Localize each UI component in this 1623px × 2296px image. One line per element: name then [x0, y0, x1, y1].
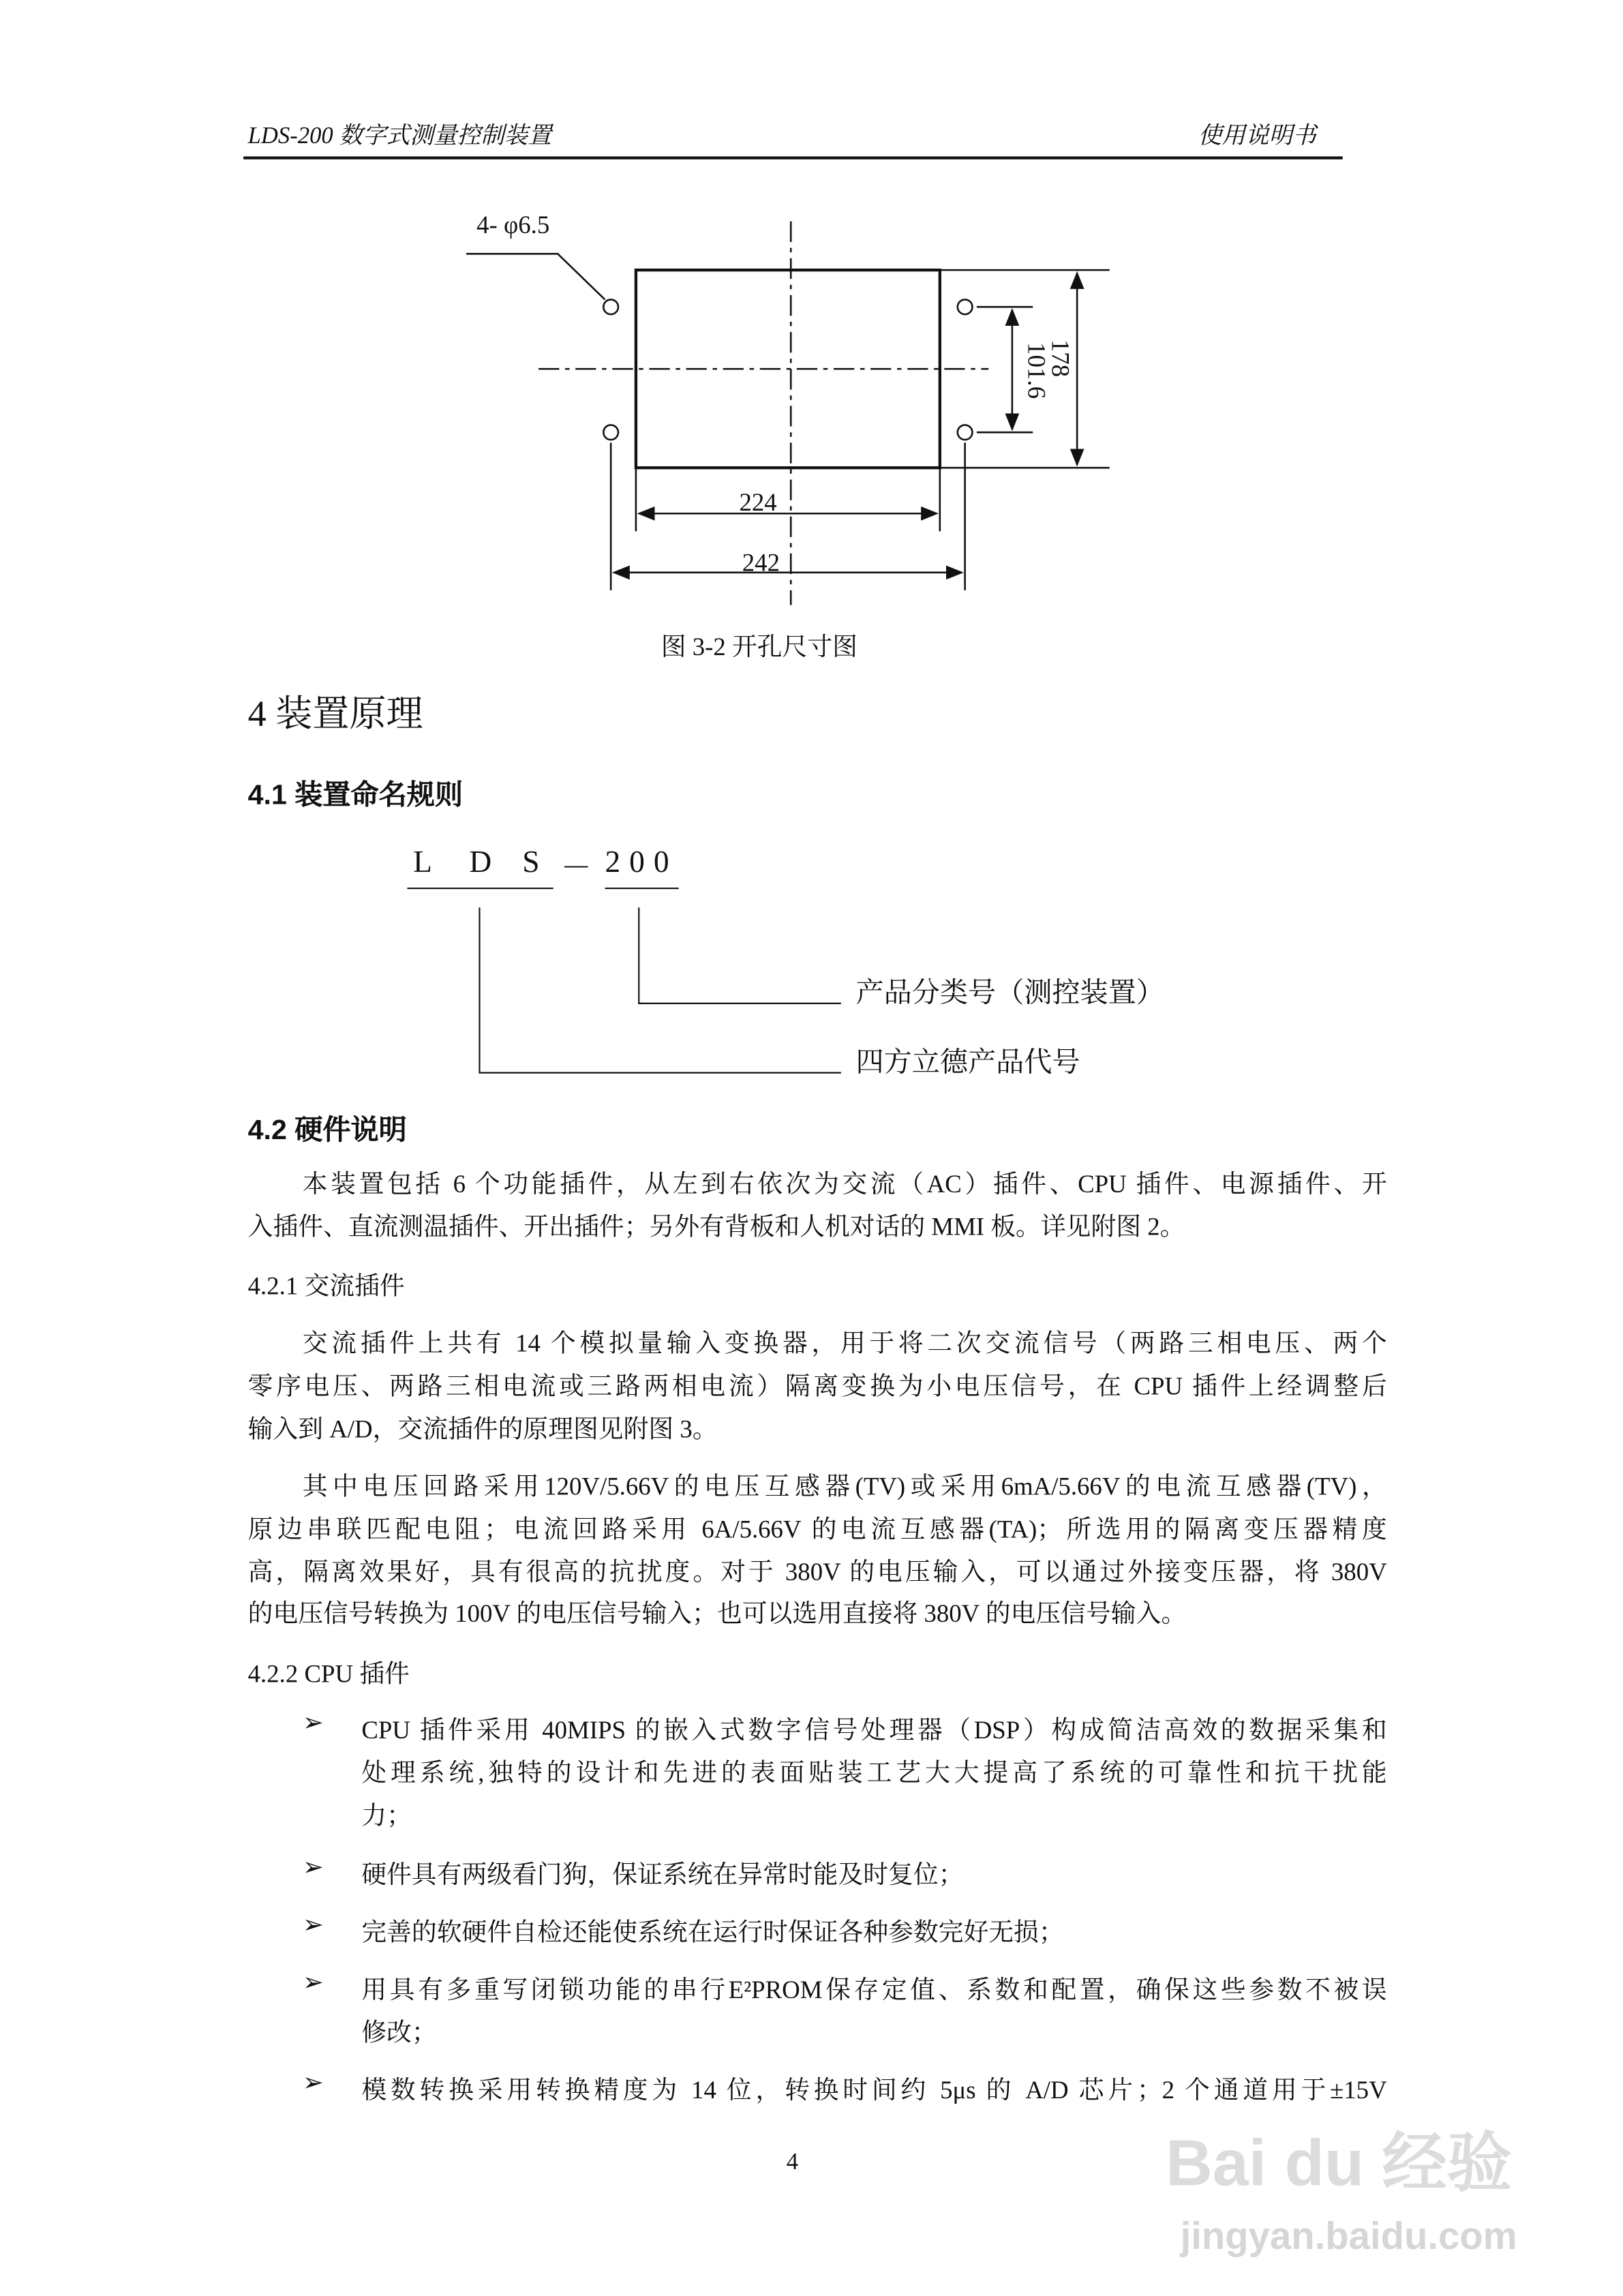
- bullet-arrow-icon: ➢: [302, 1853, 324, 1882]
- model-dash: －: [560, 849, 592, 886]
- bullet-arrow-icon: ➢: [302, 1968, 324, 1997]
- text-line: 其中电压回路采用120V/5.66V的电压互感器(TV)或采用6mA/5.66V的电流互感器(TV)，: [302, 1472, 1387, 1501]
- cutout-dimension-drawing: [0, 0, 1623, 679]
- hole-leader-line: [466, 254, 605, 299]
- text-line: 本装置包括 6 个功能插件，从左到右依次为交流（AC）插件、CPU 插件、电源插件、开: [302, 1170, 1387, 1198]
- baidu-watermark-url: jingyan.baidu.com: [1180, 2213, 1517, 2258]
- section-4-heading: 4 装置原理: [247, 695, 423, 735]
- bullet-arrow-icon: ➢: [302, 1708, 324, 1737]
- text-line: 力；: [361, 1801, 412, 1830]
- text-line: 硬件具有两级看门狗，保证系统在异常时能及时复位；: [361, 1860, 964, 1889]
- model-letter: S: [522, 844, 540, 880]
- mounting-hole: [958, 299, 973, 314]
- text-line: 高，隔离效果好，具有很高的抗扰度。对于 380V 的电压输入，可以通过外接变压器，将 380V: [247, 1558, 1387, 1586]
- text-line: 的电压信号转换为 100V 的电压信号输入；也可以选用直接将 380V 的电压信号输入。: [247, 1599, 1187, 1628]
- text-line: 交流插件上共有 14 个模拟量输入变换器，用于将二次交流信号（两路三相电压、两个: [302, 1329, 1387, 1358]
- text-line: CPU 插件采用 40MIPS 的嵌入式数字信号处理器（DSP）构成简洁高效的数据采集和: [361, 1716, 1387, 1744]
- label-product-code: 四方立德产品代号: [855, 1047, 1080, 1079]
- text-line: 用具有多重写闭锁功能的串行E²PROM保存定值、系数和配置，确保这些参数不被误: [361, 1976, 1387, 2004]
- dim-label-224: 224: [739, 488, 777, 517]
- section-4-2-1-heading: 4.2.1 交流插件: [247, 1271, 405, 1300]
- model-number: 200: [605, 844, 678, 880]
- section-4-1-heading: 4.1 装置命名规则: [247, 781, 464, 812]
- dim-label-242: 242: [742, 549, 780, 577]
- page-number: 4: [786, 2149, 799, 2175]
- label-product-category: 产品分类号（测控装置）: [855, 978, 1164, 1010]
- text-line: 完善的软硬件自检还能使系统在运行时保证各种参数完好无损；: [361, 1918, 1064, 1947]
- header-doc-type: 使用说明书: [1198, 123, 1316, 149]
- text-line: 输入到 A/D，交流插件的原理图见附图 3。: [247, 1415, 718, 1443]
- text-line: 零序电压、两路三相电流或三路两相电流）隔离变换为小电压信号，在 CPU 插件上经调整后: [247, 1372, 1387, 1401]
- model-letter: D: [469, 844, 492, 880]
- mounting-hole: [603, 299, 618, 314]
- text-line: 入插件、直流测温插件、开出插件；另外有背板和人机对话的 MMI 板。详见附图 2。: [247, 1213, 1185, 1241]
- text-line: 模数转换采用转换精度为 14 位，转换时间约 5μs 的 A/D 芯片；2 个通道用于±15V: [361, 2076, 1387, 2104]
- mounting-hole: [603, 425, 618, 440]
- figure-caption: 图 3-2 开孔尺寸图: [661, 633, 858, 661]
- hole-label: 4- φ6.5: [476, 211, 550, 239]
- mounting-hole: [958, 425, 973, 440]
- bullet-arrow-icon: ➢: [302, 1911, 324, 1939]
- text-line: 处理系统,独特的设计和先进的表面贴装工艺大大提高了系统的可靠性和抗干扰能: [361, 1759, 1387, 1787]
- dim-label-178: 178: [1046, 339, 1074, 378]
- text-line: 修改；: [361, 2019, 437, 2047]
- section-4-2-2-heading: 4.2.2 CPU 插件: [247, 1660, 410, 1689]
- model-letter: L: [413, 844, 432, 880]
- baidu-watermark-logo: Bai du 经验: [1165, 2128, 1512, 2201]
- bullet-arrow-icon: ➢: [302, 2068, 324, 2097]
- section-4-2-heading: 4.2 硬件说明: [247, 1115, 407, 1147]
- dim-label-101-6: 101.6: [1022, 342, 1051, 399]
- header-title: LDS-200 数字式测量控制装置: [247, 123, 552, 149]
- text-line: 原边串联匹配电阻；电流回路采用 6A/5.66V 的电流互感器(TA)；所选用的隔离变压器精度: [247, 1515, 1387, 1544]
